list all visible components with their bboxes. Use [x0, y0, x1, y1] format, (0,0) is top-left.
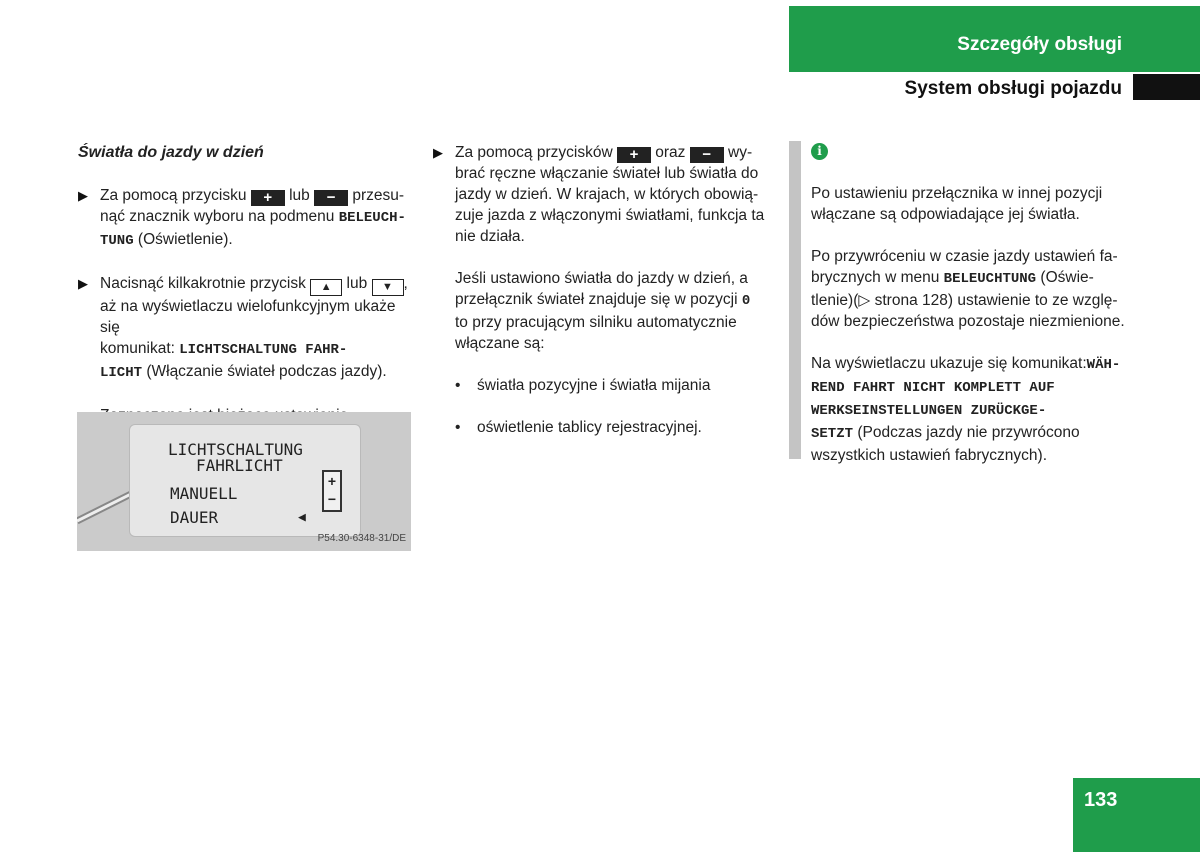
- step-text: nąć znacznik wyboru na podmenu: [100, 208, 335, 225]
- note-line: Na wyświetlaczu ukazuje się komunikat:: [811, 355, 1087, 372]
- plus-key-icon: +: [617, 147, 651, 163]
- display-option-manual: MANUELL: [170, 484, 238, 503]
- step-text: lub: [289, 187, 310, 204]
- paragraph-line: przełącznik świateł znajduje się w pozycji: [455, 291, 738, 308]
- figure-caption: P54.30-6348-31/DE: [317, 533, 406, 544]
- lights-list: [433, 375, 773, 438]
- step-text: aż na wyświetlaczu wielofunkcyjnym ukaże się: [100, 298, 396, 336]
- note-line: (Oświe-: [1040, 269, 1094, 286]
- note-line: (Podczas jazdy nie przywrócono: [857, 424, 1080, 441]
- position-code: 0: [741, 293, 751, 309]
- note-paragraph-3: [811, 353, 1141, 466]
- note-line: dów bezpieczeństwa pozostaje niezmienione.: [811, 313, 1125, 330]
- info-icon: i: [811, 143, 828, 160]
- section-title: System obsługi pojazdu: [904, 78, 1122, 99]
- step-text: wy-: [728, 144, 753, 161]
- note-paragraph-1: [811, 183, 1141, 225]
- step-text: zuje jazda z włączonymi światłami, funkcja ta: [455, 207, 765, 224]
- step-1: [78, 185, 418, 252]
- step-arrow-icon: ▶: [433, 145, 443, 160]
- down-key-icon: ▼: [372, 279, 404, 296]
- step-text: brać ręczne włączanie świateł lub światła do: [455, 165, 759, 182]
- step-text: lub: [346, 275, 368, 292]
- message-code: LICHTSCHALTUNG FAHR-: [179, 342, 348, 358]
- list-item-text: oświetlenie tablicy rejestracyjnej.: [477, 419, 702, 436]
- step-text: komunikat:: [100, 340, 175, 357]
- step-text: (Oświetlenie).: [137, 231, 233, 248]
- plus-minus-indicator: [322, 470, 342, 512]
- display-line-2: FAHRLICHT: [196, 456, 283, 475]
- page-number: 133: [1084, 789, 1118, 811]
- page-reference: tlenie)(▷ strona 128) ustawienie to ze wzglę-: [811, 292, 1118, 309]
- selection-marker-icon: ◀: [298, 510, 306, 525]
- note-line: włączane są odpowiadające jej światła.: [811, 206, 1080, 223]
- bullet-dot-icon: •: [455, 377, 461, 394]
- step-2: [78, 273, 418, 384]
- note-line: Po ustawieniu przełącznika w innej pozycji: [811, 185, 1103, 202]
- note-line: brycznych w menu: [811, 269, 940, 286]
- note-bar: [789, 141, 801, 459]
- paragraph-line: włączane są:: [455, 335, 545, 352]
- bullet-dot-icon: •: [455, 419, 461, 436]
- menu-code: TUNG: [100, 233, 134, 249]
- menu-code: BELEUCH-: [338, 210, 406, 226]
- menu-code: BELEUCHTUNG: [943, 271, 1037, 287]
- message-code: WERKSEINSTELLUNGEN ZURÜCKGE-: [811, 403, 1047, 419]
- step-text: Za pomocą przycisku: [100, 187, 247, 204]
- list-item: [455, 417, 773, 438]
- step-arrow-icon: ▶: [78, 276, 88, 291]
- section-marker: [1133, 74, 1200, 100]
- note-line: Po przywróceniu w czasie jazdy ustawień fa-: [811, 248, 1118, 265]
- list-item: [455, 375, 773, 396]
- plus-sign: +: [327, 473, 337, 489]
- multifunction-display: [129, 424, 361, 537]
- up-key-icon: ▲: [310, 279, 342, 296]
- paragraph-line: Jeśli ustawiono światła do jazdy w dzień, a: [455, 270, 748, 287]
- step-text: oraz: [655, 144, 686, 161]
- list-item-text: światła pozycyjne i światła mijania: [477, 377, 711, 394]
- step-text: ,: [403, 275, 408, 292]
- subsection-heading: Światła do jazdy w dzień: [78, 144, 264, 161]
- message-code: WÄH-: [1086, 357, 1121, 373]
- middle-column: [433, 142, 773, 438]
- display-line-1: LICHTSCHALTUNG: [168, 440, 303, 459]
- step-text: przesu-: [352, 187, 405, 204]
- step-text: (Włączanie świateł podczas jazdy).: [146, 363, 387, 380]
- daylight-paragraph: [433, 268, 773, 354]
- step-text: nie działa.: [455, 228, 525, 245]
- note-column: [811, 183, 1141, 466]
- step-text: Za pomocą przycisków: [455, 144, 613, 161]
- minus-sign: −: [327, 491, 337, 507]
- message-code: REND FAHRT NICHT KOMPLETT AUF: [811, 380, 1055, 396]
- plus-key-icon: +: [251, 190, 285, 206]
- minus-key-icon: −: [690, 147, 724, 163]
- paragraph-line: to przy pracującym silniku automatycznie: [455, 314, 737, 331]
- step-3: [433, 142, 773, 247]
- minus-key-icon: −: [314, 190, 348, 206]
- step-text: jazdy w dzień. W krajach, w których obowią-: [455, 186, 759, 203]
- message-code: LICHT: [100, 365, 143, 381]
- chapter-title: Szczegóły obsługi: [957, 34, 1122, 55]
- step-arrow-icon: ▶: [78, 188, 88, 203]
- note-paragraph-2: [811, 246, 1141, 332]
- left-column: [78, 142, 418, 426]
- step-text: Nacisnąć kilkakrotnie przycisk: [100, 275, 306, 292]
- display-illustration: [77, 412, 411, 551]
- display-option-dauer: DAUER: [170, 508, 219, 527]
- message-code: SETZT: [811, 426, 854, 442]
- note-line: wszystkich ustawień fabrycznych).: [811, 447, 1048, 464]
